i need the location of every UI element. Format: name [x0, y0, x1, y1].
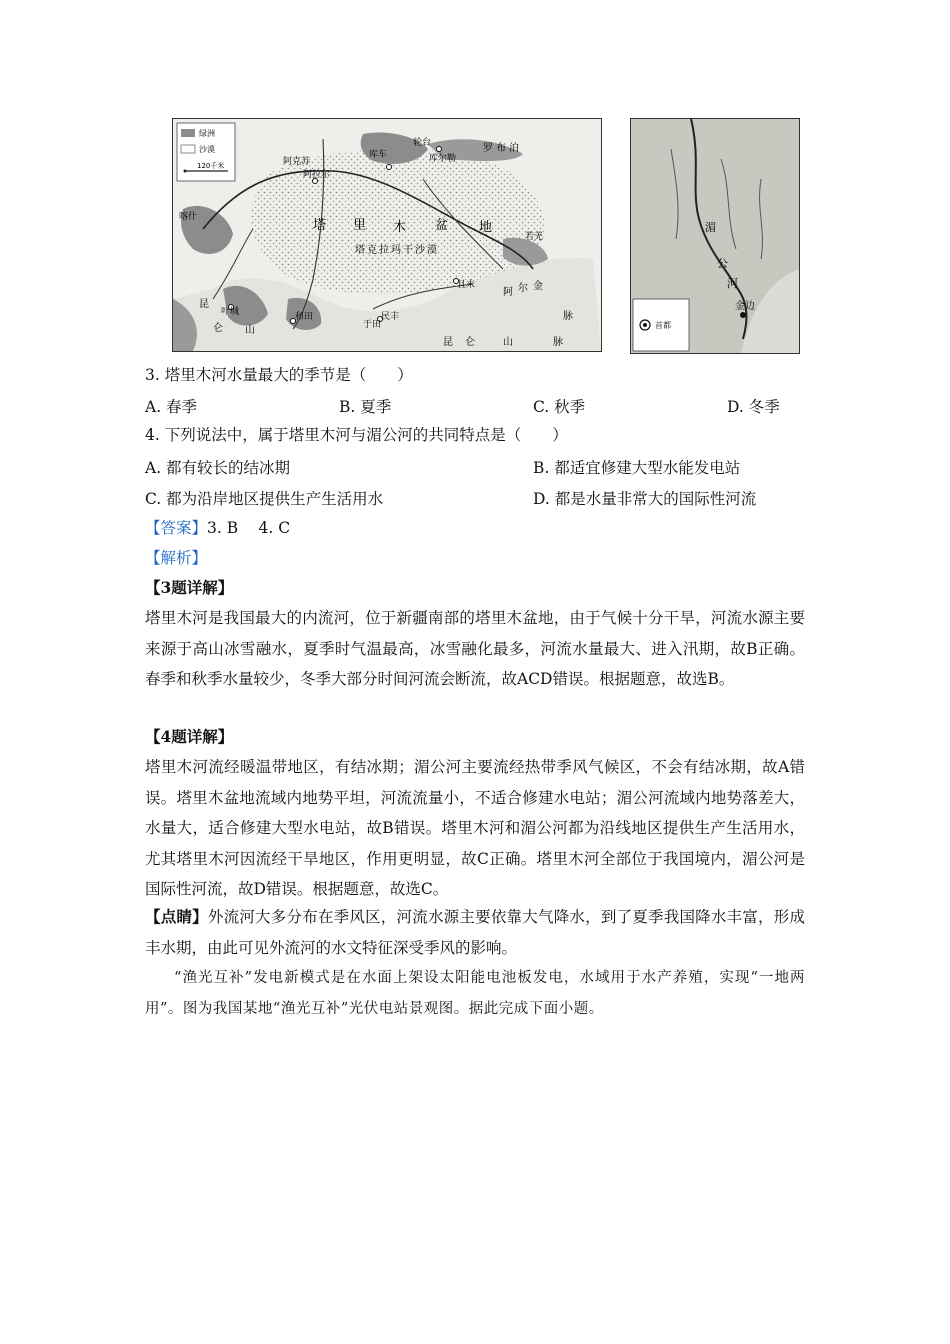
- svg-text:轮台: 轮台: [413, 138, 432, 148]
- svg-text:金边: 金边: [735, 301, 755, 312]
- svg-text:公: 公: [717, 257, 728, 270]
- svg-text:昆: 昆: [199, 299, 209, 310]
- note-text: 外流河大多分布在季风区，河流水源主要依靠大气降水，到了夏季我国降水丰富，形成丰水期，由此可见外流河的水文特征深受季风的影响。: [145, 908, 805, 957]
- svg-text:脉: 脉: [553, 337, 563, 348]
- svg-text:和田: 和田: [295, 312, 314, 322]
- svg-text:山: 山: [503, 337, 513, 348]
- q4-option-b: B. 都适宜修建大型水能发电站: [533, 459, 741, 477]
- svg-text:于田: 于田: [363, 320, 382, 330]
- svg-text:罗布泊: 罗布泊: [483, 143, 522, 154]
- svg-text:叶城: 叶城: [221, 307, 240, 317]
- detail4-title: 【4题详解】: [145, 727, 234, 746]
- tarim-basin-map: [172, 118, 602, 352]
- svg-text:民丰: 民丰: [381, 312, 400, 322]
- svg-text:木: 木: [393, 220, 407, 235]
- q4-option-d: D. 都是水量非常大的国际性河流: [533, 490, 757, 508]
- q3-option-a: A. 春季: [145, 398, 198, 416]
- svg-text:尔: 尔: [518, 283, 528, 294]
- answer-label: 【答案】: [145, 519, 208, 537]
- analysis-label: 【解析】: [145, 549, 208, 567]
- q4-option-a: A. 都有较长的结冰期: [145, 459, 291, 477]
- svg-text:若羌: 若羌: [525, 232, 544, 242]
- svg-text:河: 河: [727, 277, 738, 290]
- svg-text:盆: 盆: [435, 218, 449, 233]
- mekong-map: [630, 118, 800, 354]
- svg-text:塔: 塔: [313, 218, 327, 233]
- svg-text:塔克拉玛干沙漠: 塔克拉玛干沙漠: [355, 245, 439, 256]
- q4-option-c: C. 都为沿岸地区提供生产生活用水: [145, 490, 384, 508]
- svg-text:仑: 仑: [213, 323, 223, 334]
- detail4-text: 塔里木河流经暖温带地区，有结冰期；湄公河主要流经热带季风气候区，不会有结冰期，故A错误。塔里木盆地流域内地势平坦，河流流量小，不适合修建水电站；湄公河流域内地势落差大，水量大，适合修建大型水电站，故B错误。塔里木河和湄公河都为沿线地区提供生产生活用水，尤其塔里木河因流经干旱地区，作用更明显，故C正确。塔里木河全部位于我国境内，湄公河是国际性河流，故D错误。根据题意，故选C。: [145, 758, 805, 898]
- svg-text:里: 里: [353, 218, 367, 233]
- note-label: 【点睛】: [145, 907, 208, 926]
- svg-text:阿拉尔: 阿拉尔: [303, 170, 331, 180]
- svg-text:阿: 阿: [503, 287, 513, 298]
- svg-text:库尔勒: 库尔勒: [429, 154, 457, 164]
- svg-text:库车: 库车: [369, 150, 388, 160]
- detail3-title: 【3题详解】: [145, 578, 234, 597]
- legend-desert: 沙漠: [199, 145, 215, 154]
- answer-text: 3. B 4. C: [207, 519, 291, 537]
- q3-stem: 3. 塔里木河水量最大的季节是（ ）: [145, 366, 413, 384]
- q3-option-b: B. 夏季: [339, 398, 392, 416]
- svg-text:喀什: 喀什: [179, 212, 198, 222]
- svg-text:金: 金: [533, 281, 543, 292]
- svg-text:昆: 昆: [443, 337, 453, 348]
- intro-paragraph: “渔光互补”发电新模式是在水面上架设太阳能电池板发电，水域用于水产养殖，实现“一地两用”。图为我国某地“渔光互补”光伏电站景观图。据此完成下面小题。: [145, 970, 805, 1017]
- svg-text:地: 地: [479, 220, 493, 235]
- svg-text:首都: 首都: [655, 321, 671, 330]
- q3-option-c: C. 秋季: [533, 398, 586, 416]
- answer-line: [145, 518, 290, 538]
- detail3-text: 塔里木河是我国最大的内流河，位于新疆南部的塔里木盆地，由于气候十分干旱，河流水源主要来源于高山冰雪融水，夏季时气温最高，冰雪融化最多，河流水量最大、进入汛期，故B正确。春季和秋季水量较少，冬季大部分时间河流会断流，故ACD错误。根据题意，故选B。: [145, 609, 805, 688]
- legend-oasis: 绿洲: [199, 129, 215, 138]
- note-paragraph: [145, 902, 805, 963]
- svg-text:阿克苏: 阿克苏: [283, 157, 311, 167]
- svg-text:仑: 仑: [465, 337, 475, 348]
- q3-option-d: D. 冬季: [727, 398, 780, 416]
- svg-text:湄: 湄: [705, 221, 716, 234]
- q4-stem: 4. 下列说法中，属于塔里木河与湄公河的共同特点是（ ）: [145, 426, 568, 444]
- scale-label: 120千米: [197, 162, 225, 170]
- svg-text:山: 山: [245, 325, 255, 336]
- svg-text:且末: 且末: [457, 280, 476, 290]
- svg-text:脉: 脉: [563, 311, 573, 322]
